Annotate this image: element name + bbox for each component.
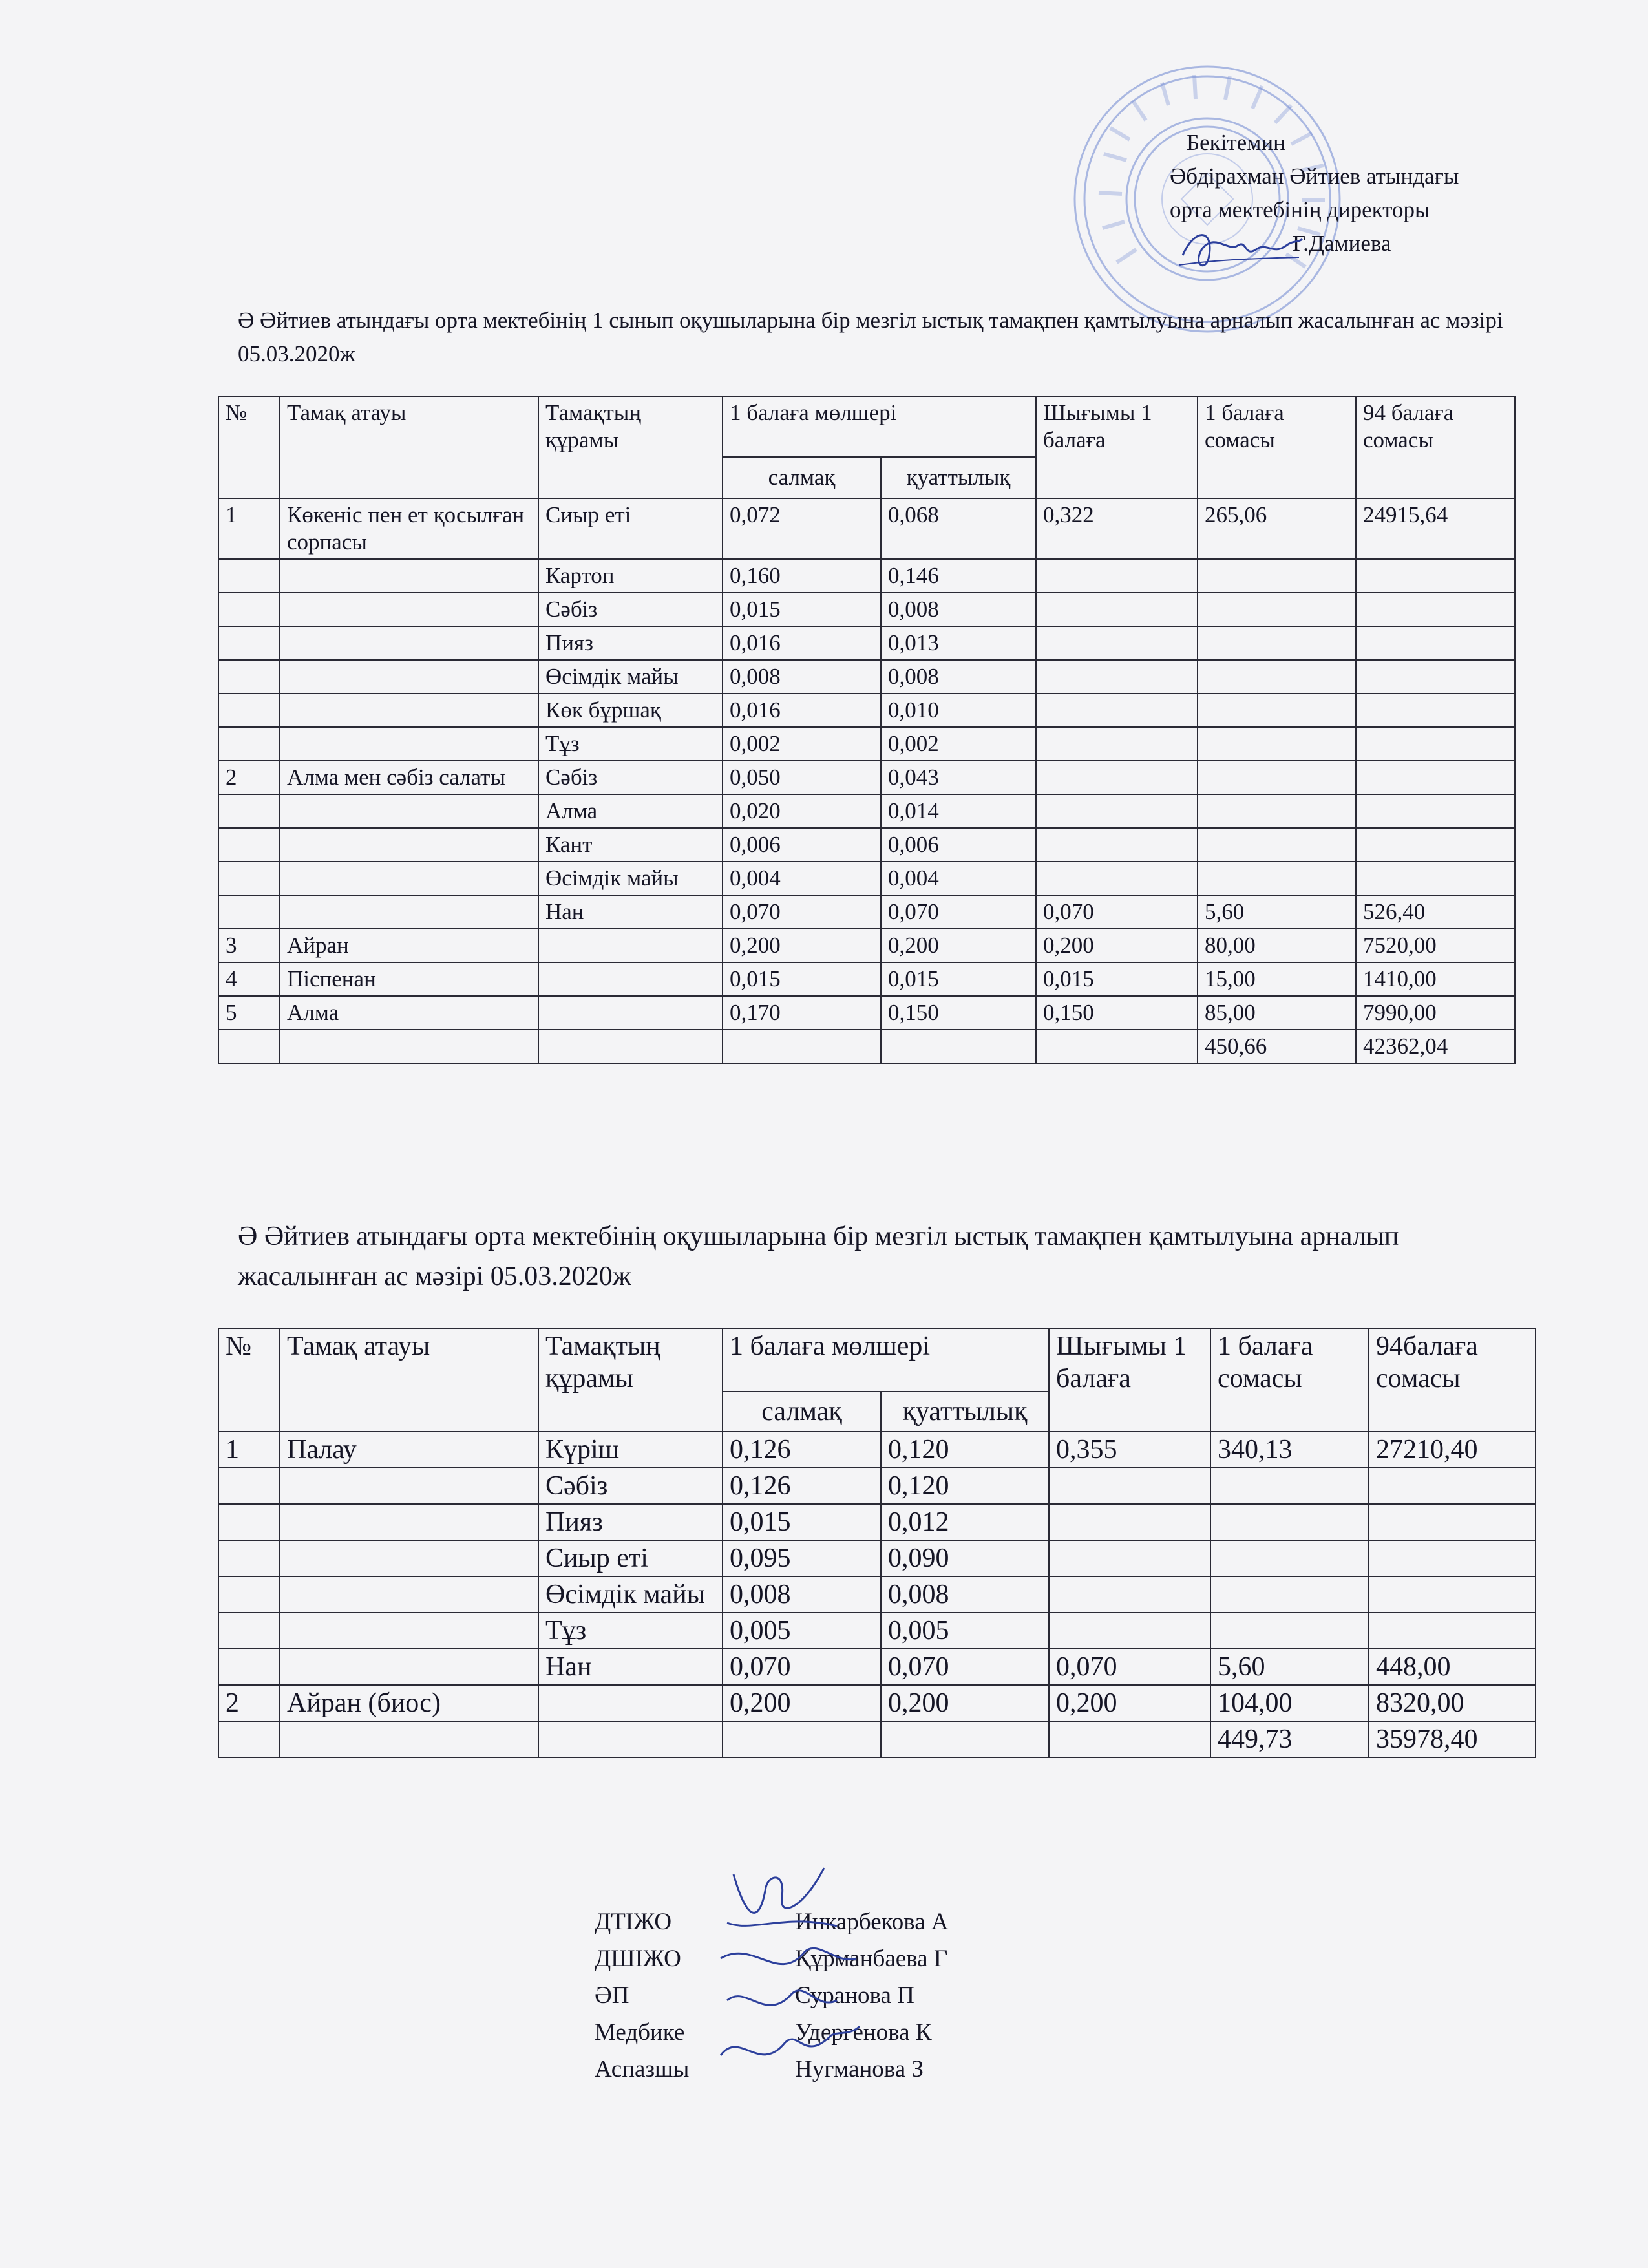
cell-ingredient: Тұз <box>538 1613 723 1649</box>
cell-yield <box>1049 1576 1210 1613</box>
cell-price-one <box>1198 660 1356 694</box>
cell-weight: 0,200 <box>723 929 881 962</box>
cell-dish <box>280 727 538 761</box>
cell-price-one <box>1210 1468 1369 1504</box>
cell-energy: 0,015 <box>881 962 1036 996</box>
cell-price-one: 85,00 <box>1198 996 1356 1030</box>
table-row <box>218 593 1515 626</box>
cell-weight: 0,126 <box>723 1432 881 1468</box>
cell-ingredient <box>538 996 723 1030</box>
cell-no: 4 <box>218 962 280 996</box>
cell-weight: 0,016 <box>723 694 881 727</box>
header-no: № <box>218 1328 280 1432</box>
cell-no <box>218 559 280 593</box>
cell-energy: 0,200 <box>881 1685 1049 1721</box>
cell-dish: Піспенан <box>280 962 538 996</box>
header-weight: салмақ <box>723 457 881 498</box>
cell-price-one: 265,06 <box>1198 498 1356 559</box>
cell-yield <box>1036 694 1198 727</box>
cell-no <box>218 1649 280 1685</box>
approval-school: Әбдірахман Әйтиев атындағы <box>1170 164 1459 189</box>
cell-yield: 0,070 <box>1049 1649 1210 1685</box>
cell-weight: 0,072 <box>723 498 881 559</box>
table-row <box>218 895 1515 929</box>
cell-ingredient <box>538 1721 723 1757</box>
cell-price-all: 526,40 <box>1356 895 1515 929</box>
cell-yield: 0,150 <box>1036 996 1198 1030</box>
table-row <box>218 761 1515 794</box>
cell-energy: 0,150 <box>881 996 1036 1030</box>
cell-weight: 0,016 <box>723 626 881 660</box>
cell-dish <box>280 862 538 895</box>
cell-weight: 0,002 <box>723 727 881 761</box>
cell-price-one: 80,00 <box>1198 929 1356 962</box>
cell-no <box>218 1468 280 1504</box>
cell-price-all: 35978,40 <box>1369 1721 1536 1757</box>
signer-role: ДТІЖО <box>595 1909 672 1935</box>
cell-dish <box>280 895 538 929</box>
menu1-table <box>218 396 1516 1064</box>
cell-energy: 0,200 <box>881 929 1036 962</box>
cell-yield: 0,015 <box>1036 962 1198 996</box>
cell-price-one <box>1210 1613 1369 1649</box>
cell-yield <box>1049 1540 1210 1576</box>
header-yield: Шығымы 1 балаға <box>1036 396 1198 498</box>
signer-role: ӘП <box>595 1982 629 2009</box>
cell-energy <box>881 1721 1049 1757</box>
staff-signatures <box>708 1861 876 2081</box>
cell-price-one <box>1198 794 1356 828</box>
cell-energy: 0,146 <box>881 559 1036 593</box>
header-weight: салмақ <box>723 1392 881 1432</box>
table-row <box>218 996 1515 1030</box>
cell-no <box>218 660 280 694</box>
cell-energy: 0,120 <box>881 1468 1049 1504</box>
cell-price-all <box>1356 559 1515 593</box>
cell-price-all <box>1356 794 1515 828</box>
cell-dish <box>280 694 538 727</box>
cell-no: 1 <box>218 498 280 559</box>
table-row <box>218 559 1515 593</box>
cell-ingredient: Картоп <box>538 559 723 593</box>
cell-yield: 0,355 <box>1049 1432 1210 1468</box>
table-row <box>218 1432 1536 1468</box>
cell-price-all <box>1356 862 1515 895</box>
cell-ingredient <box>538 1030 723 1063</box>
cell-no: 2 <box>218 761 280 794</box>
table-row <box>218 694 1515 727</box>
cell-price-all <box>1369 1504 1536 1540</box>
cell-price-one <box>1198 828 1356 862</box>
cell-dish <box>280 626 538 660</box>
menu2-table <box>218 1328 1536 1758</box>
cell-ingredient: Өсімдік майы <box>538 1576 723 1613</box>
cell-yield <box>1036 862 1198 895</box>
cell-no <box>218 1613 280 1649</box>
cell-ingredient: Нан <box>538 1649 723 1685</box>
cell-no <box>218 1576 280 1613</box>
cell-energy <box>881 1030 1036 1063</box>
cell-no <box>218 626 280 660</box>
approval-heading: Бекітемин <box>1187 130 1285 155</box>
cell-ingredient: Көк бұршақ <box>538 694 723 727</box>
cell-price-all: 1410,00 <box>1356 962 1515 996</box>
cell-price-one: 15,00 <box>1198 962 1356 996</box>
table-row <box>218 626 1515 660</box>
header-composition: Тамақтың құрамы <box>538 396 723 498</box>
cell-no <box>218 1504 280 1540</box>
cell-ingredient: Алма <box>538 794 723 828</box>
cell-energy: 0,012 <box>881 1504 1049 1540</box>
cell-dish <box>280 1540 538 1576</box>
table-row <box>218 962 1515 996</box>
cell-yield <box>1036 727 1198 761</box>
cell-weight: 0,070 <box>723 1649 881 1685</box>
header-energy: қуаттылық <box>881 457 1036 498</box>
cell-dish <box>280 1030 538 1063</box>
cell-weight: 0,200 <box>723 1685 881 1721</box>
approval-position: орта мектебінің директоры <box>1170 197 1430 222</box>
header-no: № <box>218 396 280 498</box>
cell-energy: 0,013 <box>881 626 1036 660</box>
table-row <box>218 828 1515 862</box>
table-row <box>218 498 1515 559</box>
cell-dish: Көкеніс пен ет қосылған сорпасы <box>280 498 538 559</box>
cell-yield <box>1036 828 1198 862</box>
cell-no <box>218 1540 280 1576</box>
cell-no <box>218 727 280 761</box>
table-row <box>218 1649 1536 1685</box>
cell-energy: 0,014 <box>881 794 1036 828</box>
cell-ingredient: Пияз <box>538 626 723 660</box>
cell-no <box>218 1030 280 1063</box>
signer-name: Құрманбаева Г <box>795 1945 948 1972</box>
table-row <box>218 727 1515 761</box>
header-per-child: 1 балаға мөлшері <box>723 1328 1049 1392</box>
cell-weight: 0,004 <box>723 862 881 895</box>
table-row <box>218 1540 1536 1576</box>
cell-yield <box>1036 761 1198 794</box>
director-signature <box>1176 220 1305 278</box>
cell-no <box>218 862 280 895</box>
header-price-all: 94балаға сомасы <box>1369 1328 1536 1432</box>
cell-price-one: 5,60 <box>1198 895 1356 929</box>
cell-no: 1 <box>218 1432 280 1468</box>
cell-yield <box>1036 794 1198 828</box>
cell-ingredient: Сиыр еті <box>538 498 723 559</box>
cell-ingredient: Сәбіз <box>538 761 723 794</box>
cell-yield: 0,200 <box>1036 929 1198 962</box>
table-row <box>218 794 1515 828</box>
cell-price-all <box>1356 626 1515 660</box>
cell-price-one <box>1210 1540 1369 1576</box>
cell-weight: 0,160 <box>723 559 881 593</box>
cell-dish: Алма <box>280 996 538 1030</box>
menu2-title: Ә Әйтиев атындағы орта мектебінің оқушыларына бір мезгіл ыстық тамақпен қамтылуына арналып жасалынған ас мәзірі 05.03.2020ж <box>238 1222 1399 1291</box>
cell-price-all <box>1356 660 1515 694</box>
cell-price-one <box>1198 593 1356 626</box>
cell-price-one <box>1198 626 1356 660</box>
cell-weight: 0,070 <box>723 895 881 929</box>
cell-no: 3 <box>218 929 280 962</box>
cell-energy: 0,068 <box>881 498 1036 559</box>
cell-no <box>218 593 280 626</box>
cell-price-one: 449,73 <box>1210 1721 1369 1757</box>
table-row <box>218 1504 1536 1540</box>
cell-price-all: 7990,00 <box>1356 996 1515 1030</box>
cell-dish <box>280 1576 538 1613</box>
header-price-one: 1 балаға сомасы <box>1210 1328 1369 1432</box>
cell-energy: 0,008 <box>881 660 1036 694</box>
cell-price-all <box>1356 593 1515 626</box>
cell-price-one <box>1210 1504 1369 1540</box>
cell-no <box>218 694 280 727</box>
cell-yield <box>1049 1613 1210 1649</box>
cell-energy: 0,002 <box>881 727 1036 761</box>
signer-role: ДШІЖО <box>595 1945 681 1972</box>
cell-price-one: 5,60 <box>1210 1649 1369 1685</box>
cell-no <box>218 794 280 828</box>
cell-ingredient: Сәбіз <box>538 1468 723 1504</box>
table-row <box>218 1030 1515 1063</box>
cell-energy: 0,005 <box>881 1613 1049 1649</box>
cell-weight: 0,015 <box>723 593 881 626</box>
cell-energy: 0,008 <box>881 1576 1049 1613</box>
cell-yield: 0,070 <box>1036 895 1198 929</box>
cell-weight: 0,008 <box>723 1576 881 1613</box>
cell-yield <box>1036 660 1198 694</box>
cell-dish <box>280 1649 538 1685</box>
cell-weight: 0,006 <box>723 828 881 862</box>
cell-energy: 0,010 <box>881 694 1036 727</box>
header-yield: Шығымы 1 балаға <box>1049 1328 1210 1432</box>
header-dish: Тамақ атауы <box>280 396 538 498</box>
cell-yield: 0,200 <box>1049 1685 1210 1721</box>
cell-ingredient: Күріш <box>538 1432 723 1468</box>
cell-yield <box>1049 1721 1210 1757</box>
cell-price-all: 42362,04 <box>1356 1030 1515 1063</box>
cell-weight: 0,050 <box>723 761 881 794</box>
cell-yield <box>1036 1030 1198 1063</box>
table-row <box>218 1685 1536 1721</box>
cell-dish <box>280 1721 538 1757</box>
cell-dish <box>280 660 538 694</box>
cell-dish: Айран <box>280 929 538 962</box>
cell-weight: 0,005 <box>723 1613 881 1649</box>
header-per-child: 1 балаға мөлшері <box>723 396 1036 457</box>
cell-yield <box>1036 593 1198 626</box>
cell-energy: 0,004 <box>881 862 1036 895</box>
cell-yield <box>1036 559 1198 593</box>
cell-price-one <box>1198 559 1356 593</box>
cell-price-all: 8320,00 <box>1369 1685 1536 1721</box>
menu1-title: Ә Әйтиев атындағы орта мектебінің 1 сынып оқушыларына бір мезгіл ыстық тамақпен қамтылуына арналып жасалынған ас мәзірі 05.03.2020ж <box>238 308 1503 366</box>
cell-ingredient: Пияз <box>538 1504 723 1540</box>
header-composition: Тамақтың құрамы <box>538 1328 723 1432</box>
cell-price-all <box>1356 694 1515 727</box>
cell-ingredient <box>538 929 723 962</box>
approval-director-name: Г.Дамиева <box>1293 231 1391 256</box>
cell-ingredient <box>538 1685 723 1721</box>
header-energy: қуаттылық <box>881 1392 1049 1432</box>
cell-price-all <box>1356 727 1515 761</box>
cell-price-one: 450,66 <box>1198 1030 1356 1063</box>
cell-price-all <box>1356 761 1515 794</box>
table-row <box>218 929 1515 962</box>
cell-dish: Айран (биос) <box>280 1685 538 1721</box>
table-row <box>218 660 1515 694</box>
cell-no <box>218 828 280 862</box>
signer-role: Аспазшы <box>595 2056 690 2083</box>
cell-price-one: 340,13 <box>1210 1432 1369 1468</box>
table-row <box>218 1468 1536 1504</box>
header-price-one: 1 балаға сомасы <box>1198 396 1356 498</box>
cell-price-all <box>1369 1540 1536 1576</box>
cell-weight: 0,095 <box>723 1540 881 1576</box>
cell-no <box>218 1721 280 1757</box>
cell-price-all <box>1369 1468 1536 1504</box>
cell-energy: 0,070 <box>881 895 1036 929</box>
cell-weight: 0,126 <box>723 1468 881 1504</box>
cell-price-one <box>1210 1576 1369 1613</box>
header-dish: Тамақ атауы <box>280 1328 538 1432</box>
signer-role: Медбике <box>595 2019 685 2046</box>
signer-name: Удергенова К <box>795 2019 932 2046</box>
cell-dish <box>280 559 538 593</box>
cell-energy: 0,043 <box>881 761 1036 794</box>
cell-price-all: 448,00 <box>1369 1649 1536 1685</box>
cell-price-one <box>1198 862 1356 895</box>
cell-dish: Алма мен сәбіз салаты <box>280 761 538 794</box>
cell-price-one <box>1198 761 1356 794</box>
cell-dish <box>280 828 538 862</box>
cell-dish <box>280 794 538 828</box>
cell-price-one <box>1198 727 1356 761</box>
cell-price-all: 24915,64 <box>1356 498 1515 559</box>
cell-yield <box>1049 1468 1210 1504</box>
cell-ingredient: Кант <box>538 828 723 862</box>
cell-ingredient: Өсімдік майы <box>538 862 723 895</box>
cell-energy: 0,006 <box>881 828 1036 862</box>
cell-energy: 0,008 <box>881 593 1036 626</box>
cell-dish <box>280 1468 538 1504</box>
cell-ingredient <box>538 962 723 996</box>
cell-yield <box>1036 626 1198 660</box>
cell-dish <box>280 1504 538 1540</box>
cell-energy: 0,120 <box>881 1432 1049 1468</box>
cell-weight: 0,170 <box>723 996 881 1030</box>
cell-dish: Палау <box>280 1432 538 1468</box>
cell-energy: 0,090 <box>881 1540 1049 1576</box>
table-row <box>218 1613 1536 1649</box>
cell-ingredient: Сәбіз <box>538 593 723 626</box>
cell-yield <box>1049 1504 1210 1540</box>
cell-ingredient: Өсімдік майы <box>538 660 723 694</box>
cell-dish <box>280 593 538 626</box>
header-price-all: 94 балаға сомасы <box>1356 396 1515 498</box>
cell-ingredient: Тұз <box>538 727 723 761</box>
cell-price-all <box>1369 1613 1536 1649</box>
cell-price-one: 104,00 <box>1210 1685 1369 1721</box>
cell-weight: 0,020 <box>723 794 881 828</box>
cell-weight: 0,008 <box>723 660 881 694</box>
table-row <box>218 862 1515 895</box>
cell-price-one <box>1198 694 1356 727</box>
cell-weight: 0,015 <box>723 962 881 996</box>
cell-weight <box>723 1030 881 1063</box>
signer-name: Суранова П <box>795 1982 914 2009</box>
cell-weight: 0,015 <box>723 1504 881 1540</box>
cell-dish <box>280 1613 538 1649</box>
cell-weight <box>723 1721 881 1757</box>
cell-no <box>218 895 280 929</box>
cell-price-all <box>1356 828 1515 862</box>
cell-energy: 0,070 <box>881 1649 1049 1685</box>
cell-no: 2 <box>218 1685 280 1721</box>
signer-name: Нугманова З <box>795 2056 924 2083</box>
cell-price-all <box>1369 1576 1536 1613</box>
table-row <box>218 1576 1536 1613</box>
cell-ingredient: Сиыр еті <box>538 1540 723 1576</box>
cell-price-all: 27210,40 <box>1369 1432 1536 1468</box>
cell-no: 5 <box>218 996 280 1030</box>
cell-ingredient: Нан <box>538 895 723 929</box>
cell-price-all: 7520,00 <box>1356 929 1515 962</box>
cell-yield: 0,322 <box>1036 498 1198 559</box>
signer-name: Инкарбекова А <box>795 1909 949 1935</box>
table-row <box>218 1721 1536 1757</box>
